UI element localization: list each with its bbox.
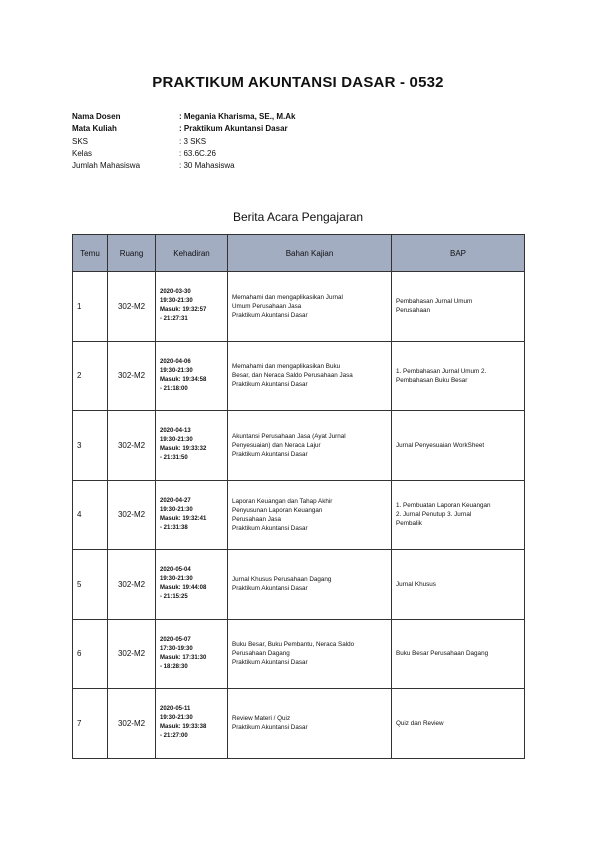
cell-temu: 1 xyxy=(73,272,108,342)
cell-ruang: 302-M2 xyxy=(108,480,156,550)
kehadiran-line: - 21:18:00 xyxy=(160,385,188,392)
bap-table xyxy=(72,234,525,759)
bahan-line: Jurnal Khusus Perusahaan Dagang xyxy=(232,576,332,584)
cell-bap xyxy=(392,550,525,620)
cell-bahan-kajian xyxy=(228,480,392,550)
table-row xyxy=(73,619,525,689)
kehadiran-line: Masuk: 19:33:38 xyxy=(160,724,207,731)
bahan-line: Besar, dan Neraca Saldo Perusahaan Jasa xyxy=(232,372,353,380)
bap-line: Pembahasan Jurnal Umum xyxy=(396,298,473,306)
kehadiran-line: Masuk: 17:31:30 xyxy=(160,654,207,661)
kehadiran-line: 2020-05-07 xyxy=(160,636,191,643)
bahan-line: Penyusunan Laporan Keuangan xyxy=(232,506,323,514)
cell-ruang: 302-M2 xyxy=(108,689,156,759)
info-value: : Megania Kharisma, SE., M.Ak xyxy=(179,112,296,121)
bahan-line: Praktikum Akuntansi Dasar xyxy=(232,724,308,732)
cell-bap xyxy=(392,272,525,342)
header-bahan-kajian: Bahan Kajian xyxy=(228,235,392,272)
info-label: Jumlah Mahasiswa xyxy=(72,161,141,171)
cell-temu: 2 xyxy=(73,341,108,411)
cell-kehadiran xyxy=(156,619,228,689)
cell-ruang: 302-M2 xyxy=(108,272,156,342)
cell-temu: 6 xyxy=(73,619,108,689)
cell-bap xyxy=(392,480,525,550)
info-value: : 30 Mahasiswa xyxy=(179,161,235,171)
kehadiran-line: - 18:28:30 xyxy=(160,663,188,670)
section-title: Berita Acara Pengajaran xyxy=(232,210,364,224)
bahan-line: Praktikum Akuntansi Dasar xyxy=(232,450,308,458)
kehadiran-line: 2020-05-04 xyxy=(160,567,191,574)
cell-kehadiran xyxy=(156,411,228,481)
info-label: Kelas xyxy=(72,148,93,158)
bahan-line: Praktikum Akuntansi Dasar xyxy=(232,311,308,319)
cell-temu: 3 xyxy=(73,411,108,481)
bap-line: Jurnal Khusus xyxy=(396,580,436,588)
cell-kehadiran xyxy=(156,272,228,342)
bap-line: Jurnal Penyesuaian WorkSheet xyxy=(396,441,485,449)
cell-bap xyxy=(392,689,525,759)
kehadiran-line: 19:30-21:30 xyxy=(160,506,193,513)
kehadiran-line: 2020-03-30 xyxy=(160,289,191,296)
table-row xyxy=(73,411,525,481)
cell-bahan-kajian xyxy=(228,411,392,481)
kehadiran-line: - 21:27:31 xyxy=(160,316,188,323)
cell-kehadiran xyxy=(156,550,228,620)
bap-line: 1. Pembuatan Laporan Keuangan xyxy=(396,502,491,510)
kehadiran-line: 2020-05-11 xyxy=(160,706,191,713)
kehadiran-line: 19:30-21:30 xyxy=(160,576,193,583)
cell-temu: 4 xyxy=(73,480,108,550)
kehadiran-line: 19:30-21:30 xyxy=(160,437,193,444)
kehadiran-line: Masuk: 19:44:08 xyxy=(160,585,207,592)
header-kehadiran: Kehadiran xyxy=(156,235,228,272)
table-header-row xyxy=(73,235,525,272)
header-ruang: Ruang xyxy=(108,235,156,272)
bahan-line: Perusahaan Jasa xyxy=(232,515,282,523)
kehadiran-line: Masuk: 19:34:58 xyxy=(160,376,207,383)
bap-line: Buku Besar Perusahaan Dagang xyxy=(396,650,489,658)
bahan-line: Umum Perusahaan Jasa xyxy=(232,302,302,310)
cell-ruang: 302-M2 xyxy=(108,619,156,689)
table-row xyxy=(73,480,525,550)
bahan-line: Buku Besar, Buku Pembantu, Neraca Saldo xyxy=(232,641,355,649)
cell-ruang: 302-M2 xyxy=(108,341,156,411)
table-row xyxy=(73,341,525,411)
bap-line: 1. Pembahasan Jurnal Umum 2. xyxy=(396,367,487,375)
bap-line: Pembahasan Buku Besar xyxy=(396,376,468,384)
table-row xyxy=(73,272,525,342)
info-row xyxy=(72,111,295,123)
cell-bahan-kajian xyxy=(228,550,392,620)
cell-ruang: 302-M2 xyxy=(108,550,156,620)
kehadiran-line: Masuk: 19:32:41 xyxy=(160,515,207,522)
info-row xyxy=(72,160,295,172)
kehadiran-line: - 21:27:00 xyxy=(160,733,188,740)
info-row xyxy=(72,136,295,148)
table-row xyxy=(73,550,525,620)
info-label: Mata Kuliah xyxy=(72,124,117,134)
info-value: : 63.6C.26 xyxy=(179,148,216,158)
cell-bap xyxy=(392,411,525,481)
bap-line: Quiz dan Review xyxy=(396,719,444,727)
kehadiran-line: Masuk: 19:32:57 xyxy=(160,307,207,314)
header-bap: BAP xyxy=(392,235,525,272)
cell-bahan-kajian xyxy=(228,341,392,411)
kehadiran-line: - 21:15:25 xyxy=(160,594,188,601)
bap-line: Perusahaan xyxy=(396,307,430,315)
kehadiran-line: 2020-04-27 xyxy=(160,497,191,504)
info-value: : 3 SKS xyxy=(179,136,207,146)
bahan-line: Laporan Keuangan dan Tahap Akhir xyxy=(232,497,333,505)
info-value: : Praktikum Akuntansi Dasar xyxy=(179,124,288,134)
bap-line: Pembalik xyxy=(396,520,422,528)
header-temu: Temu xyxy=(73,235,108,272)
cell-bahan-kajian xyxy=(228,619,392,689)
bahan-line: Praktikum Akuntansi Dasar xyxy=(232,659,308,667)
cell-bap xyxy=(392,619,525,689)
kehadiran-line: 19:30-21:30 xyxy=(160,715,193,722)
kehadiran-line: 2020-04-06 xyxy=(160,358,191,365)
bahan-line: Perusahaan Dagang xyxy=(232,650,290,658)
cell-bahan-kajian xyxy=(228,272,392,342)
bap-line: 2. Jurnal Penutup 3. Jurnal xyxy=(396,511,472,519)
kehadiran-line: 19:30-21:30 xyxy=(160,367,193,374)
table-row xyxy=(73,689,525,759)
cell-temu: 5 xyxy=(73,550,108,620)
kehadiran-line: Masuk: 19:33:32 xyxy=(160,446,207,453)
cell-temu: 7 xyxy=(73,689,108,759)
bahan-line: Praktikum Akuntansi Dasar xyxy=(232,585,308,593)
info-row xyxy=(72,123,295,135)
bahan-line: Akuntansi Perusahaan Jasa (Ayat Jurnal xyxy=(232,432,346,440)
bahan-line: Praktikum Akuntansi Dasar xyxy=(232,381,308,389)
bahan-line: Memahami dan mengaplikasikan Jurnal xyxy=(232,293,343,301)
bahan-line: Penyesuaian) dan Neraca Lajur xyxy=(232,441,321,449)
cell-bap xyxy=(392,341,525,411)
cell-ruang: 302-M2 xyxy=(108,411,156,481)
kehadiran-line: - 21:31:50 xyxy=(160,455,188,462)
kehadiran-line: 2020-04-13 xyxy=(160,428,191,435)
cell-bahan-kajian xyxy=(228,689,392,759)
info-row xyxy=(72,148,295,160)
cell-kehadiran xyxy=(156,341,228,411)
bahan-line: Memahami dan mengaplikasikan Buku xyxy=(232,363,341,371)
bahan-line: Review Materi / Quiz xyxy=(232,715,291,723)
kehadiran-line: - 21:31:38 xyxy=(160,524,188,531)
kehadiran-line: 17:30-19:30 xyxy=(160,645,193,652)
info-label: SKS xyxy=(72,136,89,146)
course-info xyxy=(72,111,295,172)
cell-kehadiran xyxy=(156,480,228,550)
cell-kehadiran xyxy=(156,689,228,759)
page-title: PRAKTIKUM AKUNTANSI DASAR - 0532 xyxy=(152,74,444,91)
info-label: Nama Dosen xyxy=(72,112,121,121)
kehadiran-line: 19:30-21:30 xyxy=(160,298,193,305)
bahan-line: Praktikum Akuntansi Dasar xyxy=(232,524,308,532)
